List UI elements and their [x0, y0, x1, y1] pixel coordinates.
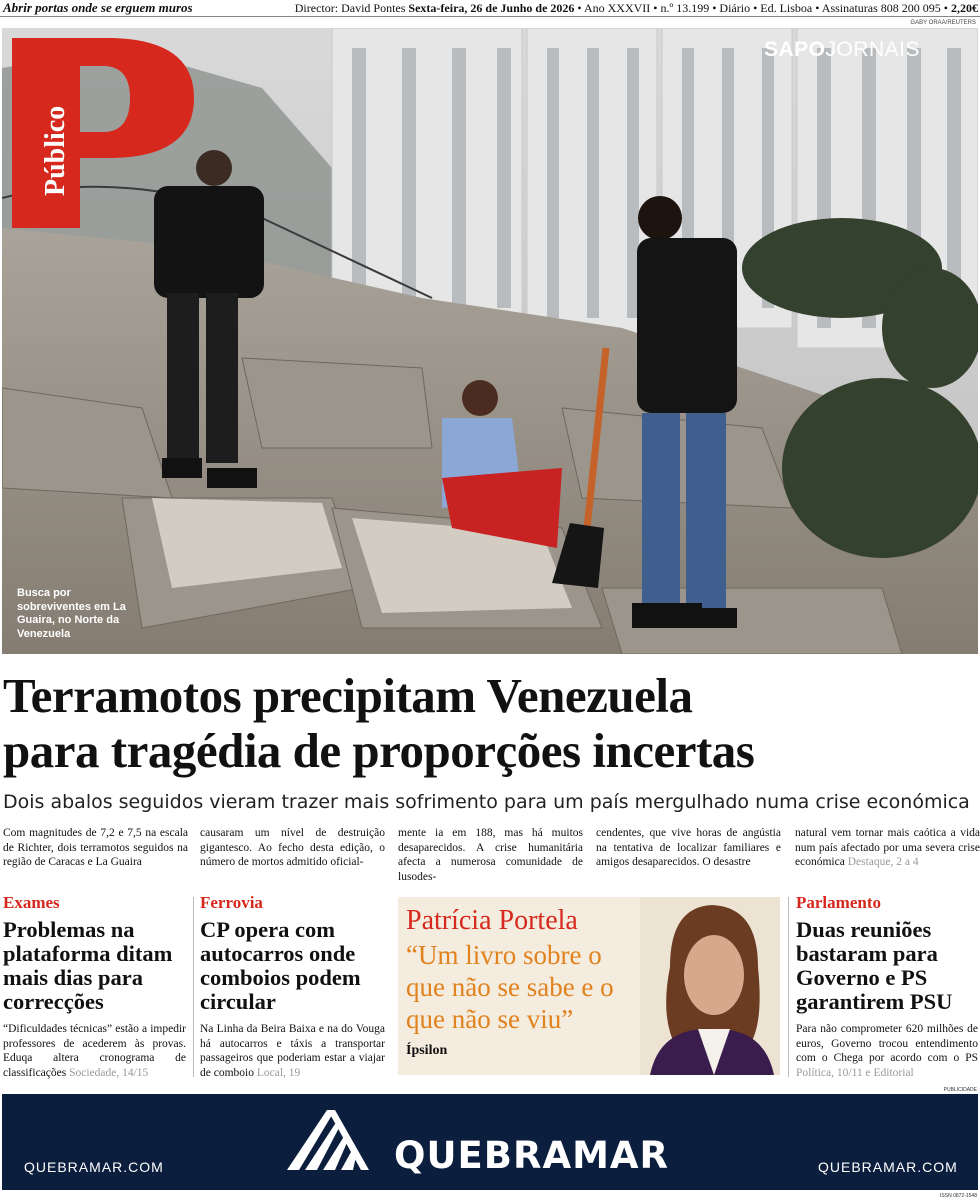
price: 2,20€ [951, 1, 978, 15]
main-subhead: Dois abalos seguidos vieram trazer mais sofrimento para um país mergulhado numa crise económica [3, 791, 970, 813]
sapo-jornais-watermark: SAPOJORNAIS [763, 38, 920, 61]
publico-logo-word [38, 78, 72, 198]
publico-logo [2, 28, 202, 238]
lead-column-5 [795, 826, 980, 870]
lead-column-1: Com magnitudes de 7,2 e 7,5 na escala de Richter, dois terramotos seguidos na região de Caracas e La Guaira [3, 827, 188, 868]
promo-name: Patrícia Portela [406, 905, 578, 936]
column-divider [193, 897, 194, 1077]
issn-number: ISSN 0872-1548 [940, 1193, 977, 1199]
story-parlamento-text [796, 1022, 978, 1080]
story-ferrovia-kicker: Ferrovia [200, 893, 263, 912]
masthead-info [295, 0, 978, 16]
lead-column-3: mente ia em 188, mas há muitos desaparecidos. A crise humanitária afecta a numerosa comunidade de lusodes- [398, 827, 583, 883]
photo-caption: Busca por sobreviventes em La Guaira, no Norte da Venezuela [17, 587, 126, 640]
director: Director: David Pontes [294, 1, 406, 15]
main-headline[interactable] [3, 668, 973, 778]
story-exames-body: “Dificuldades técnicas” estão a impedir professores de acederem às provas. Eduqa altera cronograma de classificações [3, 1023, 186, 1079]
lead-ref[interactable]: Destaque, 2 a 4 [847, 856, 919, 868]
story-exames-headline[interactable]: Problemas na plataforma ditam mais dias para correcções [3, 917, 173, 1014]
promo-section: Ípsilon [406, 1043, 448, 1058]
story-exames-text [3, 1022, 186, 1080]
ipsilon-promo[interactable] [398, 897, 780, 1075]
quebramar-logo-icon [287, 1110, 377, 1172]
column-divider [788, 897, 789, 1077]
lead-column-5-text: natural vem tornar mais caótica a vida num país afectado por uma severa crise económica [795, 827, 980, 868]
slogan: Abrir portas onde se erguem muros [3, 0, 193, 15]
portrait-illustration [640, 897, 780, 1075]
issue-date: Sexta-feira, 26 de Junho de 2026 [408, 1, 575, 15]
advert-brand: QUEBRAMAR [394, 1134, 670, 1177]
lead-column-4: cendentes, que vive horas de angústia na tentativa de localizar familiares e amigos desaparecidos. O desastre [596, 827, 781, 868]
main-headline-line-1: Terramotos precipitam Venezuela [3, 668, 693, 723]
photo-credit: GABY ORAA/REUTERS [910, 20, 976, 26]
story-parlamento-headline[interactable]: Duas reuniões bastaram para Governo e PS garantirem PSU [796, 917, 953, 1014]
edition-info: • Ano XXXVII • n.º 13.199 • Diário • Ed. Lisboa • Assinaturas 808 200 095 • [577, 1, 948, 15]
lead-photo [2, 28, 978, 654]
story-ferrovia-text [200, 1022, 385, 1080]
story-parlamento-body: Para não comprometer 620 milhões de euros, Governo trocou entendimento com o Chega por acordo com o PS [796, 1023, 978, 1064]
advert-url-left[interactable]: QUEBRAMAR.COM [24, 1159, 164, 1175]
advert-url-right[interactable]: QUEBRAMAR.COM [818, 1159, 958, 1175]
masthead-bar [0, 0, 980, 17]
main-headline-line-2: para tragédia de proporções incertas [3, 723, 755, 778]
story-ferrovia-headline[interactable]: CP opera com autocarros onde comboios podem circular [200, 917, 361, 1014]
story-parlamento-ref[interactable]: Política, 10/11 e Editorial [796, 1066, 914, 1079]
lead-column-2: causaram um nível de destruição gigantesco. Ao fecho desta edição, o número de mortos admitido oficial- [200, 827, 385, 868]
quebramar-advert[interactable] [2, 1094, 978, 1190]
story-exames-ref[interactable]: Sociedade, 14/15 [69, 1066, 149, 1079]
promo-quote: “Um livro sobre o que não se sabe e o que não se viu” [406, 940, 614, 1034]
story-ferrovia-body: Na Linha da Beira Baixa e na do Vouga há autocarros e táxis a transportar passageiros que poderiam estar a viajar de comboio [200, 1023, 385, 1079]
svg-text:Público: Público [40, 105, 71, 196]
advert-label: PUBLICIDADE [943, 1087, 977, 1093]
story-parlamento-kicker: Parlamento [796, 893, 881, 912]
story-exames-kicker: Exames [3, 893, 60, 912]
story-ferrovia-ref[interactable]: Local, 19 [256, 1066, 301, 1079]
